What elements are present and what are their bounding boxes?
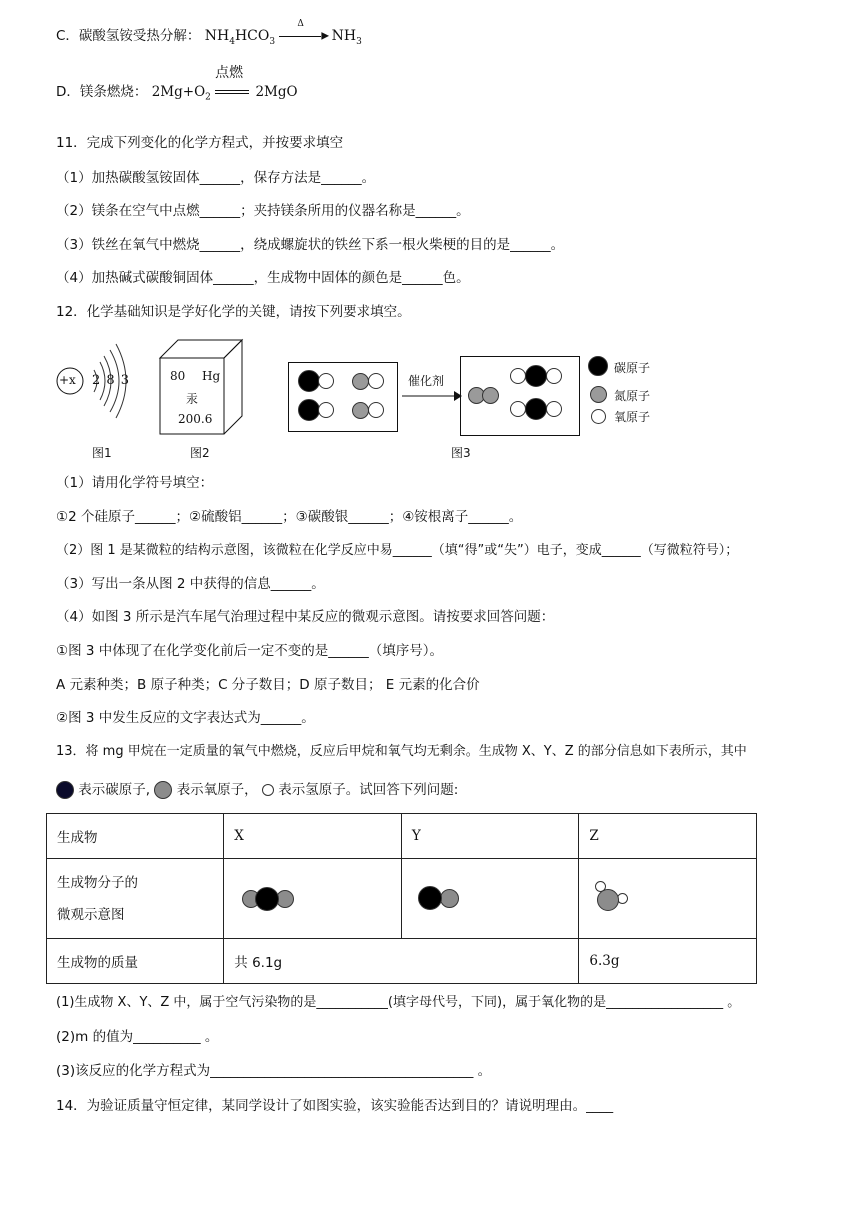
legend-carbon-icon	[588, 356, 608, 376]
q13-legend-o: 表示氧原子，	[176, 782, 258, 798]
table-row	[47, 939, 757, 984]
legend-nitrogen-label: 氮原子	[614, 389, 651, 403]
table-row	[47, 859, 757, 939]
nitrogen-atom	[352, 402, 369, 419]
fig1-caption: 图1	[92, 446, 112, 460]
fig2-number: 80	[170, 369, 186, 383]
hydrogen-atom	[617, 893, 628, 904]
legend-oxygen-icon	[591, 409, 606, 424]
oxygen-atom	[368, 373, 384, 389]
option-d-condition	[215, 64, 251, 103]
oxygen-atom	[546, 368, 562, 384]
q13-legend-h: 表示氢原子。试回答下列问题:	[278, 782, 459, 798]
q13-legend	[56, 780, 458, 800]
option-c-arrow: Δ ▶	[279, 26, 327, 47]
catalyst-label: 催化剂	[408, 374, 445, 388]
option-c-reactant: $NH_4HCO_3$	[204, 28, 276, 47]
oxygen-atom	[368, 402, 384, 418]
hydrogen-atom-icon	[262, 784, 274, 796]
nitrogen-atom	[352, 373, 369, 390]
table-header-product: 生成物	[47, 814, 224, 859]
question-11: 11．完成下列变化的化学方程式，并按要求填空	[56, 135, 344, 151]
fig2-mass: 200.6	[178, 412, 213, 426]
table-row	[47, 814, 757, 859]
option-d-left: $2Mg+O_2$	[151, 84, 211, 103]
table-row-label-diagram: 生成物分子的 微观示意图	[47, 859, 224, 939]
oxygen-atom	[318, 373, 334, 389]
question-13-3: (3)该反应的化学方程式为_______________________________________ 。	[56, 1063, 492, 1079]
question-12-1: （1）请用化学符号填空：	[56, 475, 214, 491]
products-table	[46, 813, 757, 984]
legend-carbon-label: 碳原子	[614, 361, 651, 375]
molecule-x	[224, 859, 402, 939]
question-13: 13．将 mg 甲烷在一定质量的氧气中燃烧，反应后甲烷和氧气均无剩余。生成物 X、Y、Z 的部分信息如下表所示，其中	[56, 744, 747, 759]
carbon-atom	[525, 398, 547, 420]
fig1-nucleus: +x	[59, 373, 76, 387]
question-12-4c: ②图 3 中发生反应的文字表达式为______。	[56, 710, 315, 726]
question-11-1: （1）加热碳酸氢铵固体______，保存方法是______。	[56, 170, 376, 186]
nitrogen-atom	[482, 387, 499, 404]
oxygen-atom	[597, 889, 619, 911]
option-c-product: $NH_3$	[331, 28, 362, 47]
option-d	[56, 64, 298, 108]
table-header-z: Z	[579, 814, 757, 859]
fig2-caption: 图2	[190, 446, 210, 460]
fig2-name: 汞	[186, 392, 199, 406]
carbon-atom-icon	[56, 781, 74, 799]
mass-z: 6.3g	[579, 939, 757, 984]
fig1-shells: 2 8 3	[92, 373, 131, 388]
oxygen-atom	[510, 401, 526, 417]
carbon-atom	[418, 886, 442, 910]
table-header-x: X	[224, 814, 402, 859]
oxygen-atom	[318, 402, 334, 418]
question-12-1a: ①2 个硅原子______；②硫酸铝______；③碳酸银______；④铵根离子______。	[56, 509, 523, 525]
question-13-2: (2)m 的值为__________ 。	[56, 1029, 219, 1045]
question-12: 12．化学基础知识是学好化学的关键，请按下列要求填空。	[56, 304, 411, 320]
fig2-symbol: Hg	[202, 369, 221, 383]
question-13-1: (1)生成物 X、Y、Z 中，属于空气污染物的是___________(填字母代号，下同)，属于氧化物的是__________________ 。	[56, 995, 741, 1010]
option-c	[56, 19, 362, 52]
question-12-4: （4）如图 3 所示是汽车尾气治理过程中某反应的微观示意图。请按要求回答问题：	[56, 609, 555, 625]
question-11-2: （2）镁条在空气中点燃______；夹持镁条所用的仪器名称是______。	[56, 203, 470, 219]
option-d-prefix: D．镁条燃烧：	[56, 84, 148, 100]
oxygen-atom	[510, 368, 526, 384]
table-row-label-mass: 生成物的质量	[47, 939, 224, 984]
option-d-cond-text: 点燃	[215, 64, 244, 81]
carbon-atom	[298, 399, 320, 421]
question-14: 14．为验证质量守恒定律，某同学设计了如图实验，该实验能否达到目的？请说明理由。____	[56, 1098, 614, 1114]
carbon-atom	[525, 365, 547, 387]
legend-nitrogen-icon	[590, 386, 607, 403]
figure-3	[288, 352, 688, 442]
q13-legend-c: 表示碳原子,	[78, 782, 151, 798]
question-11-4: （4）加热碱式碳酸铜固体______，生成物中固体的颜色是______色。	[56, 270, 470, 286]
molecule-z	[579, 859, 757, 939]
oxygen-atom	[546, 401, 562, 417]
question-12-2: （2）图 1 是某微粒的结构示意图，该微粒在化学反应中易______（填“得”或“失”）电子，变成______（写微粒符号）；	[56, 543, 739, 558]
fig3-caption: 图3	[451, 446, 471, 460]
table-header-y: Y	[401, 814, 579, 859]
carbon-atom	[298, 370, 320, 392]
option-c-delta: Δ	[297, 19, 304, 29]
figure-1	[54, 334, 144, 434]
legend-oxygen-label: 氧原子	[614, 410, 651, 424]
question-12-4a: ①图 3 中体现了在化学变化前后一定不变的是______（填序号）。	[56, 643, 444, 659]
option-c-prefix: C．碳酸氢铵受热分解：	[56, 28, 201, 44]
carbon-atom	[255, 887, 279, 911]
mass-xy: 共 6.1g	[224, 939, 579, 984]
reaction-arrow-icon	[402, 390, 462, 402]
question-12-4b: A 元素种类；B 原子种类；C 分子数目；D 原子数目； E 元素的化合价	[56, 677, 480, 693]
question-11-3: （3）铁丝在氧气中燃烧______，绕成螺旋状的铁丝下系一根火柴梗的目的是______。	[56, 237, 565, 253]
molecule-y	[401, 859, 579, 939]
option-d-right: 2MgO	[255, 84, 298, 100]
oxygen-atom-icon	[154, 781, 172, 799]
question-12-3: （3）写出一条从图 2 中获得的信息______。	[56, 576, 325, 592]
oxygen-atom	[440, 889, 459, 908]
figure-2	[158, 338, 244, 438]
